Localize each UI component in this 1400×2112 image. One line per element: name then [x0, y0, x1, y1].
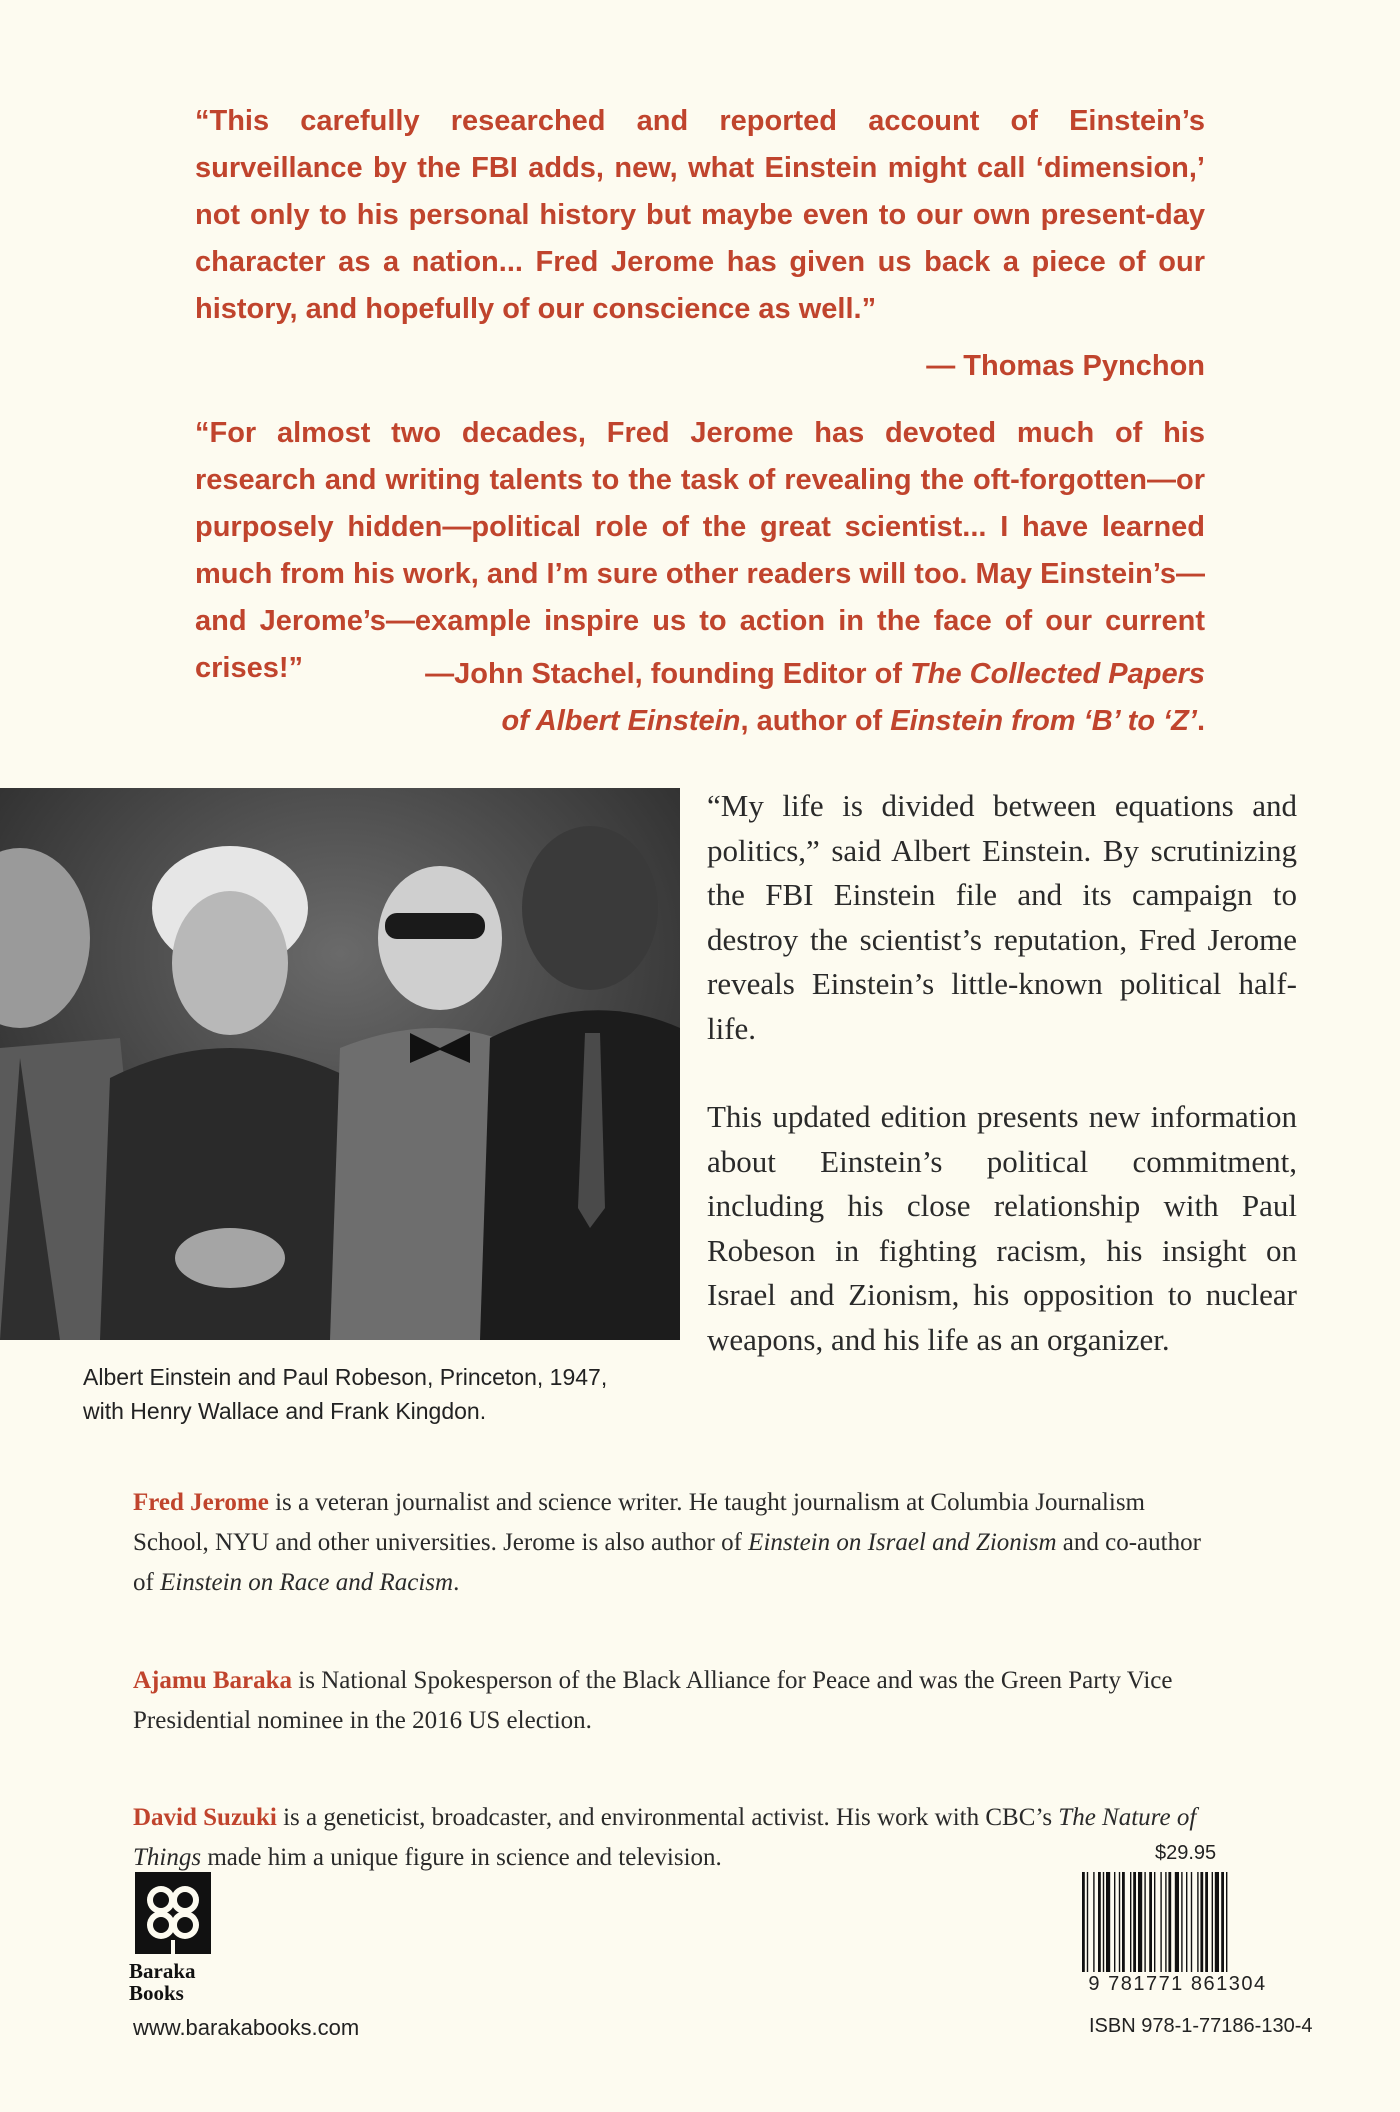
- book-title: Einstein on Israel and Zionism: [748, 1529, 1057, 1556]
- caption-line-1: Albert Einstein and Paul Robeson, Princeton, 1947,: [83, 1364, 608, 1390]
- bio-text: .: [453, 1569, 460, 1596]
- attr-end: .: [1196, 705, 1205, 737]
- barcode-icon: [1080, 1872, 1275, 1982]
- bio-text: is a veteran journalist and science writer. He taught journalism at Columbia Journalism School, NYU and other universities. Jerome is also author of: [133, 1489, 1145, 1556]
- caption-line-2: with Henry Wallace and Frank Kingdon.: [83, 1398, 487, 1424]
- author-name: David Suzuki: [133, 1804, 277, 1831]
- bio-text: made him a unique figure in science and television.: [201, 1844, 722, 1871]
- bio-text: is National Spokesperson of the Black Alliance for Peace and was the Green Party Vice Presidential nominee in the 2016 US election.: [133, 1667, 1173, 1734]
- photo-illustration: [0, 788, 680, 1340]
- isbn: ISBN 978-1-77186-130-4: [1089, 2015, 1313, 2037]
- book-title: Einstein on Race and Racism: [160, 1569, 454, 1596]
- publisher-name: [129, 1960, 219, 2004]
- barcode-digits: 9 781771 861304: [1088, 1973, 1267, 1995]
- description-paragraph-1: “My life is divided between equations and politics,” said Albert Einstein. By scrutinizing the FBI Einstein file and its campaign to destroy the scientist’s reputation, Fred Jerome reveals Einstein’s little-known political half-life.: [707, 788, 1297, 1046]
- book-description: [707, 784, 1297, 1406]
- historical-photo: [0, 788, 680, 1340]
- bio-text: is a geneticist, broadcaster, and environmental activist. His work with CBC’s: [276, 1804, 1059, 1831]
- author-name: Ajamu Baraka: [133, 1667, 293, 1694]
- stachel-quote: “For almost two decades, Fred Jerome has devoted much of his research and writing talents to the task of revealing the oft-forgotten—or purposely hidden—political role of the great scientist... I have learned much from his work, and I’m sure other readers will too. May Einstein’s—and Jerome’s—example inspire us to action in the face of our current crises!”: [195, 417, 1205, 684]
- attr-prefix: —John Stachel, founding Editor of: [425, 658, 911, 690]
- bio-fred-jerome: [133, 1483, 1213, 1603]
- stachel-attribution: [425, 651, 1205, 745]
- price: $29.95: [1155, 1842, 1217, 1864]
- attr-book-title-1: The Collected Papers: [910, 658, 1205, 690]
- show-title: The Nature of Things: [133, 1804, 1197, 1871]
- attr-book-title-2: of Albert Einstein: [501, 705, 741, 737]
- attr-book-title-3: Einstein from ‘B’ to ‘Z’: [890, 705, 1197, 737]
- description-paragraph-2: This updated edition presents new information about Einstein’s political commitment, including his close relationship with Paul Robeson in fighting racism, his insight on Israel and Zionism, his opposition to nuclear weapons, and his life as an organizer.: [707, 1099, 1297, 1357]
- author-name: Fred Jerome: [133, 1489, 269, 1516]
- pynchon-quote: “This carefully researched and reported account of Einstein’s surveillance by the FBI adds, new, what Einstein might call ‘dimension,’ not only to his personal history but maybe even to our own present-day character as a nation... Fred Jerome has given us back a piece of our history, and hopefully of our conscience as well.”: [195, 105, 1205, 325]
- publisher-name-line-2: Books: [129, 1981, 184, 2005]
- attr-mid: , author of: [740, 705, 891, 737]
- bio-david-suzuki: [133, 1798, 1213, 1878]
- photo-caption: [83, 1360, 673, 1428]
- bio-ajamu-baraka: [133, 1661, 1213, 1741]
- publisher-website[interactable]: www.barakabooks.com: [133, 2015, 360, 2040]
- bio-text: and co-author of: [133, 1529, 1201, 1596]
- pynchon-attribution: — Thomas Pynchon: [926, 350, 1205, 382]
- publisher-name-line-1: Baraka: [129, 1959, 196, 1983]
